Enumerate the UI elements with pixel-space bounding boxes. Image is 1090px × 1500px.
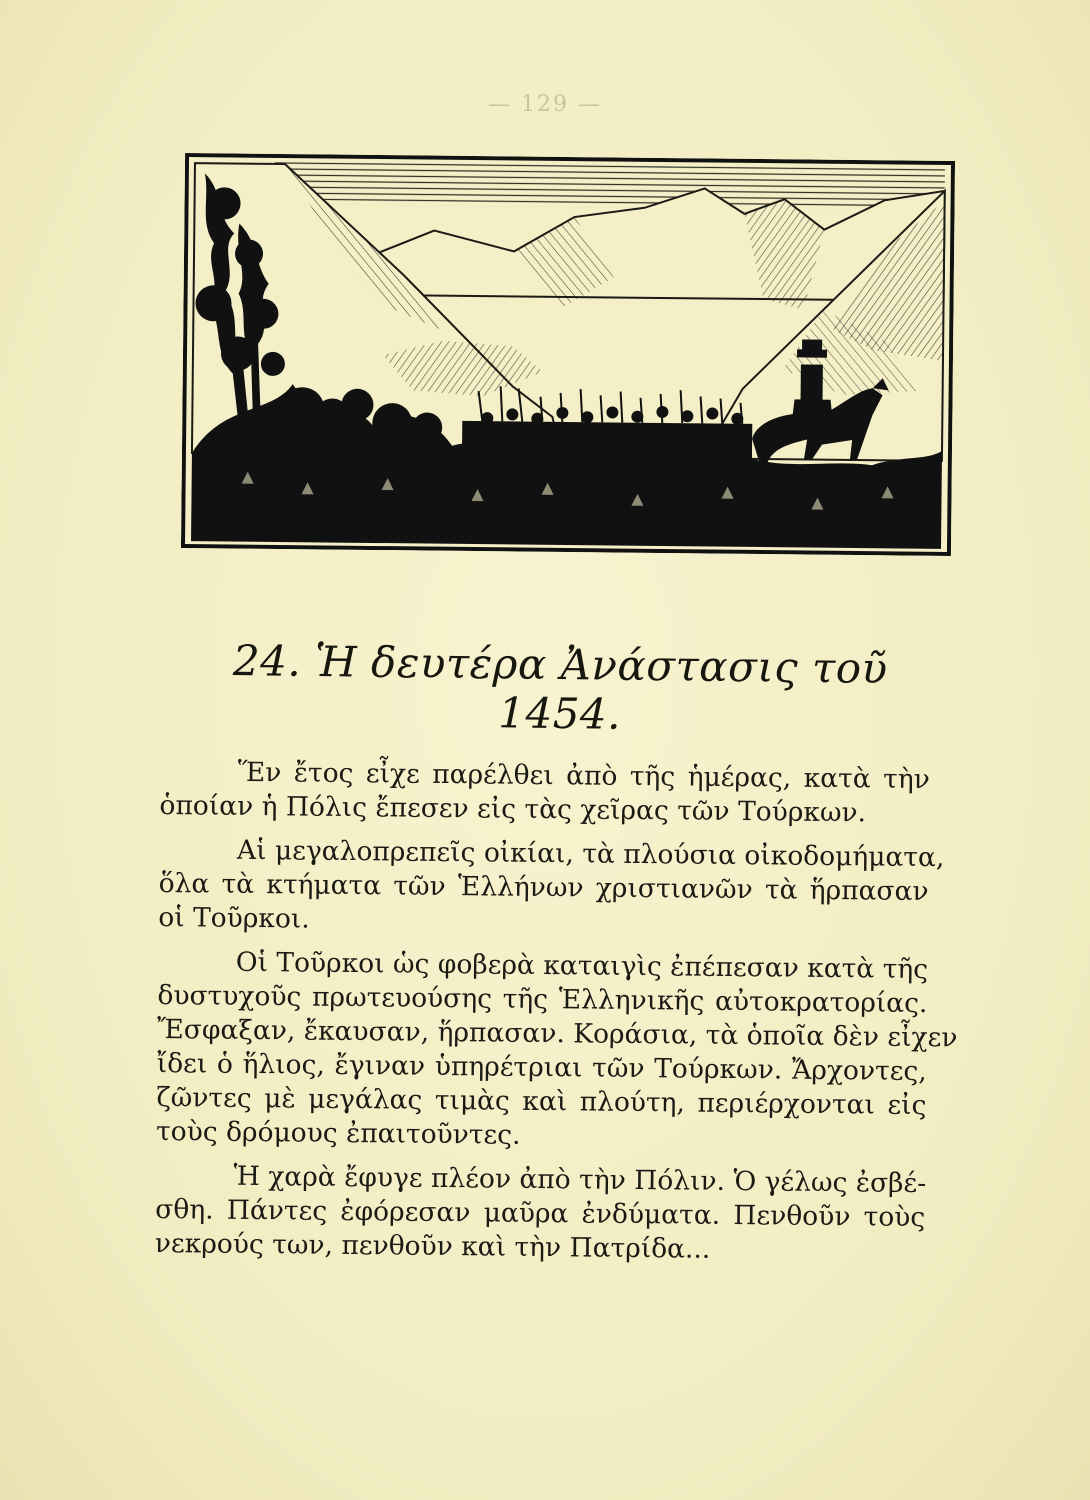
- text-line: ἴδει ὁ ἥλιος, ἔγιναν ὑπηρέτριαι τῶν Τούρκων. Ἄρχοντες,: [156, 1047, 927, 1088]
- paragraph-1: [159, 755, 930, 831]
- text-line: ζῶντες μὲ μεγάλας τιμὰς καὶ πλούτη, περιέρχονται εἰς: [156, 1081, 927, 1122]
- text-line: Ἕν ἔτος εἶχε παρέλθει ἀπὸ τῆς ἡμέρας, κατὰ τὴν: [237, 756, 930, 796]
- text-line: ὁποίαν ἡ Πόλις ἔπεσεν εἰς τὰς χεῖρας τῶν Τούρκων.: [159, 789, 867, 829]
- text-line: Ἡ χαρὰ ἔφυγε πλέον ἀπὸ τὴν Πόλιν. Ὁ γέλως ἐσβέ-: [233, 1160, 927, 1200]
- woodcut-mountain-march-illustration: [181, 153, 955, 556]
- text-line: Αἱ μεγαλοπρεπεῖς οἰκίαι, τὰ πλούσια οἰκοδομήματα,: [236, 834, 945, 874]
- text-line: δυστυχοῦς πρωτευούσης τῆς Ἑλληνικῆς αὐτοκρατορίας.: [157, 979, 928, 1020]
- paragraph-2: [158, 833, 945, 943]
- text-line: τοὺς δρόμους ἐπαιτοῦντες.: [155, 1115, 521, 1151]
- text-line: σθη. Πάντες ἐφόρεσαν μαῦρα ἐνδύματα. Πενθοῦν τοὺς: [155, 1193, 926, 1234]
- text-line: οἱ Τοῦρκοι.: [158, 901, 310, 935]
- text-line: Ἔσφαξαν, ἔκαυσαν, ἥρπασαν. Κοράσια, τὰ ὁποῖα δὲν εἶχεν: [156, 1013, 958, 1054]
- page-number: — 129 —: [488, 92, 602, 117]
- text-line: ὅλα τὰ κτήματα τῶν Ἑλλήνων χριστιανῶν τὰ ἥρπασαν: [158, 867, 929, 908]
- text-line: νεκρούς των, πενθοῦν καὶ τὴν Πατρίδα...: [154, 1227, 711, 1265]
- text-line: Οἱ Τοῦρκοι ὡς φοβερὰ καταιγὶς ἐπέπεσαν κατὰ τῆς: [235, 946, 929, 986]
- paragraph-4: [155, 1159, 926, 1269]
- paragraph-3: [155, 945, 958, 1157]
- chapter-title: 24. Ἡ δευτέρα Ἀνάστασις τοῦ 1454.: [232, 636, 888, 739]
- body-text: [154, 755, 958, 1279]
